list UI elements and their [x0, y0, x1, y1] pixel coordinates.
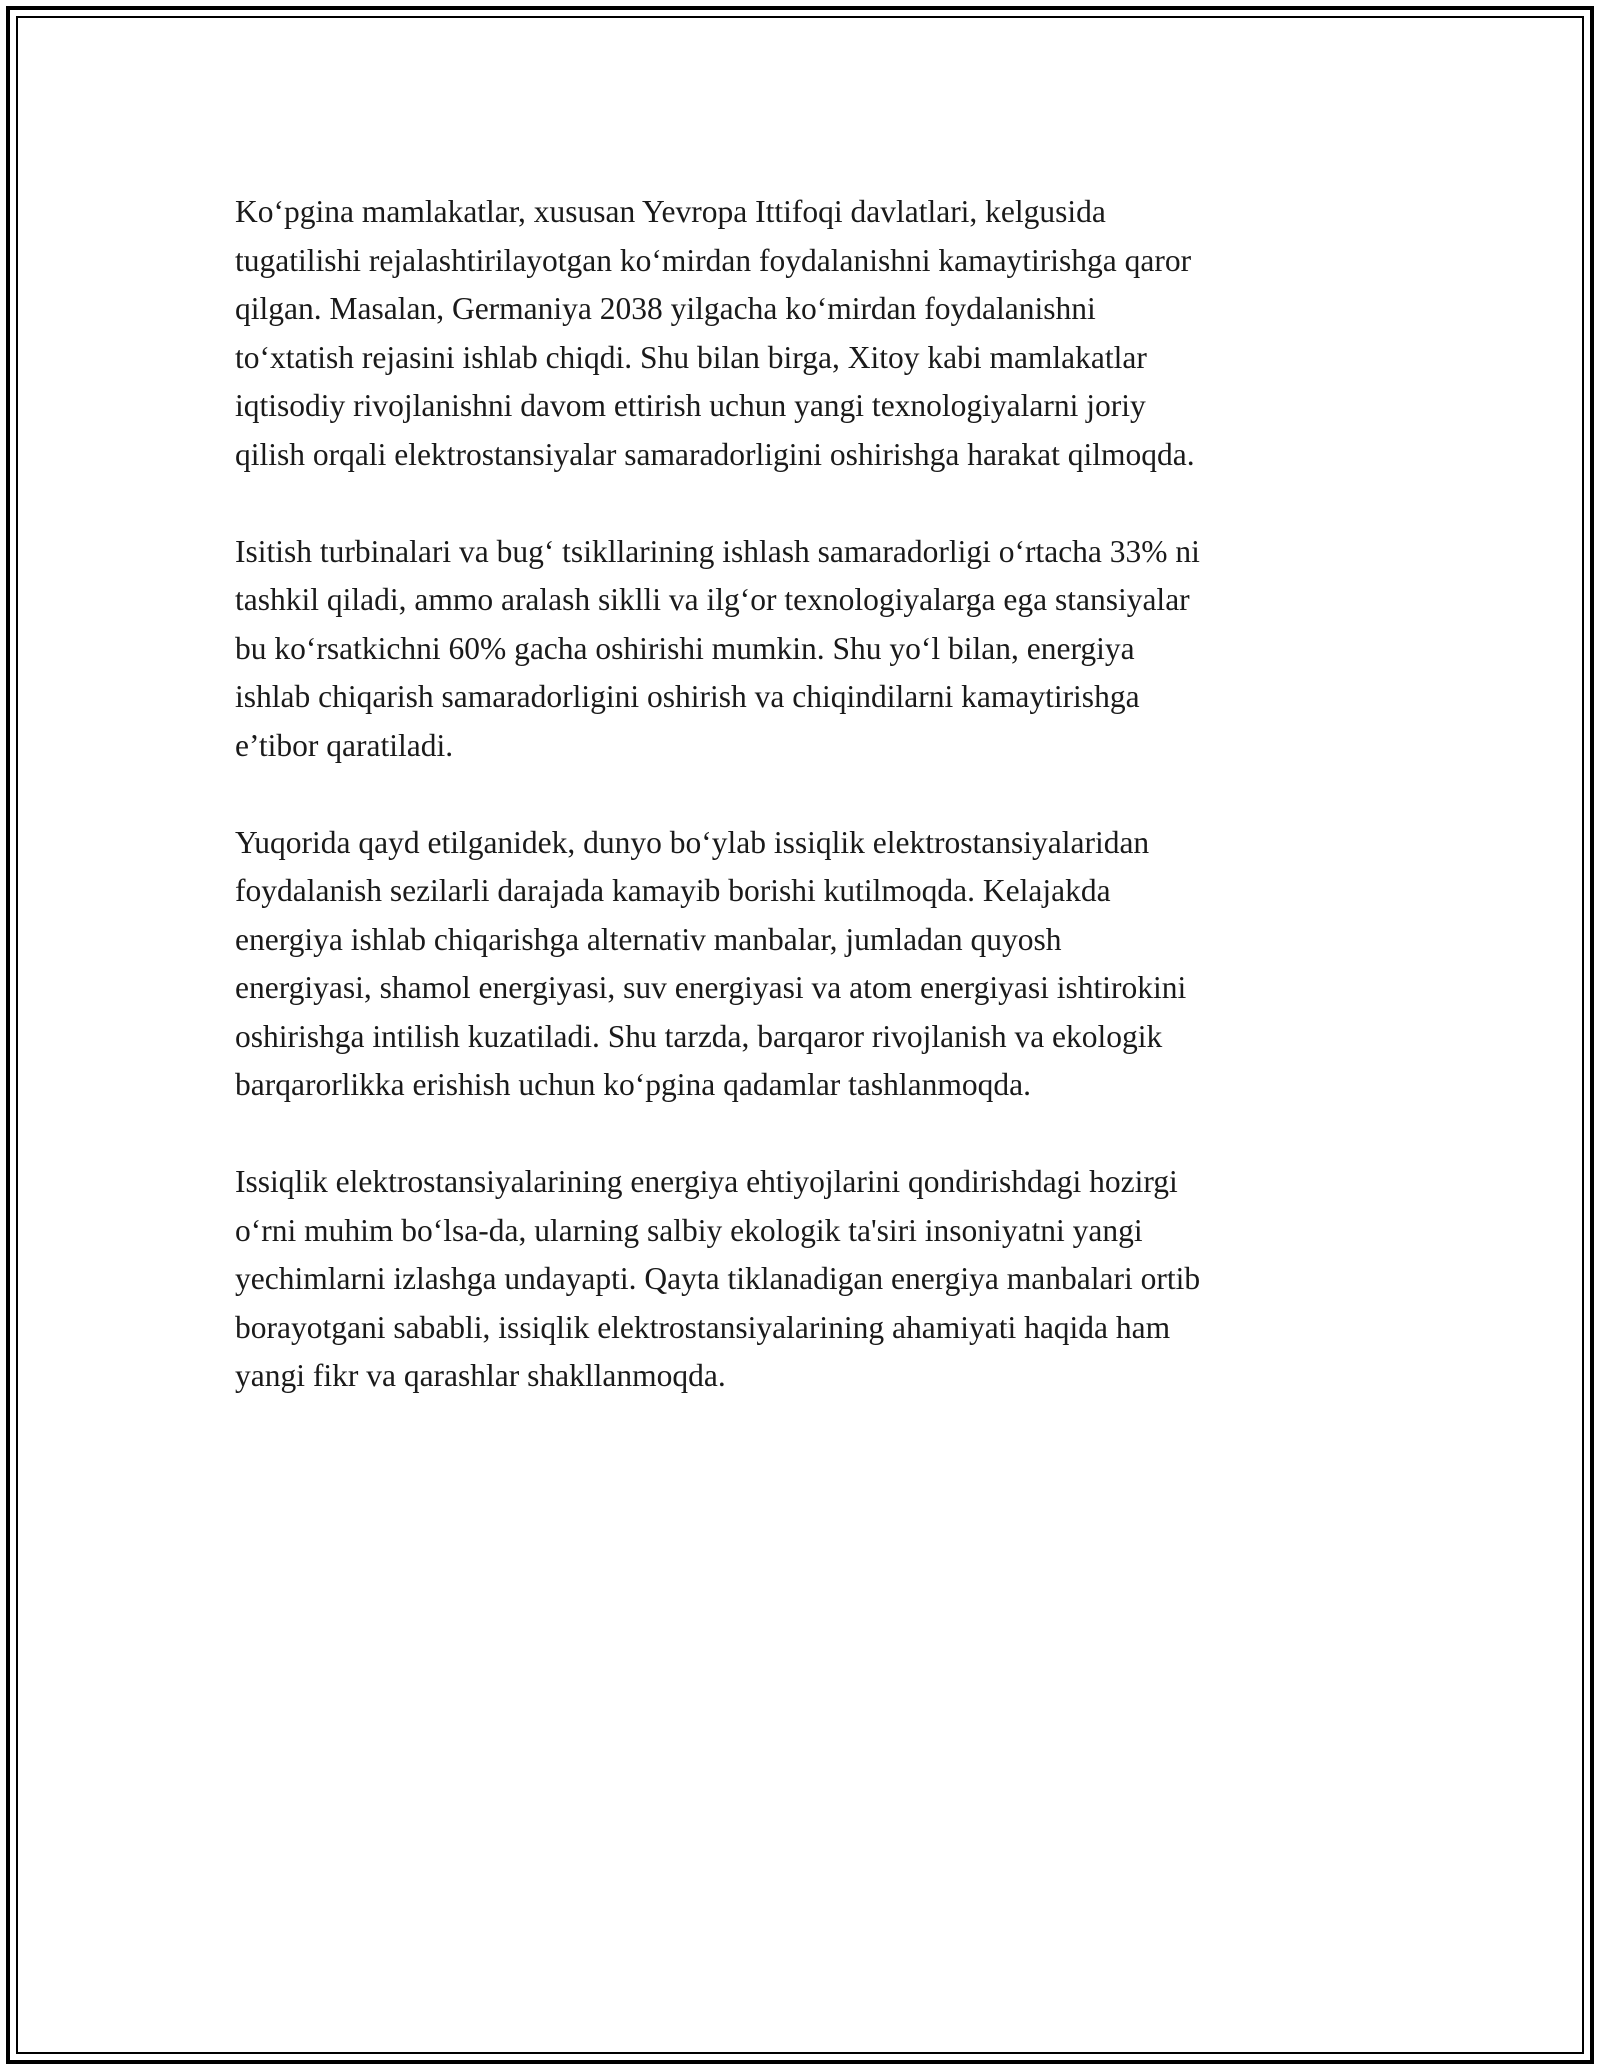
paragraph-3: Yuqorida qayd etilganidek, dunyo bo‘ylab issiqlik elektrostansiyalaridan foydalanish sezilarli darajada kamayib borishi kutilmoqda. Kelajakda energiya ishlab chiqarishga alternativ manbalar, jumladan quyosh energiyasi, shamol energiyasi, suv energiyasi va atom energiyasi ishtirokini oshirishga intilish kuzatiladi. Shu tarzda, barqaror rivojlanish va ekologik barqarorlikka erishish uchun ko‘pgina qadamlar tashlanmoqda. [235, 824, 1187, 1102]
paragraph-2: Isitish turbinalari va bug‘ tsikllarining ishlash samaradorligi o‘rtacha 33% ni tashkil qiladi, ammo aralash siklli va ilg‘or texnologiyalarga ega stansiyalar bu ko‘rsatkichni 60% gacha oshirishi mumkin. Shu yo‘l bilan, energiya ishlab chiqarish samaradorligini oshirish va chiqindilarni kamaytirishga e’tibor qaratiladi. [235, 533, 1200, 763]
document-body [235, 188, 1375, 1449]
paragraph-1: Ko‘pgina mamlakatlar, xususan Yevropa Ittifoqi davlatlari, kelgusida tugatilishi rejalashtirilayotgan ko‘mirdan foydalanishni kamaytirishga qaror qilgan. Masalan, Germaniya 2038 yilgacha ko‘mirdan foydalanishni to‘xtatish rejasini ishlab chiqdi. Shu bilan birga, Xitoy kabi mamlakatlar iqtisodiy rivojlanishni davom ettirish uchun yangi texnologiyalarni joriy qilish orqali elektrostansiyalar samaradorligini oshirishga harakat qilmoqda. [235, 194, 1195, 472]
paragraph-4: Issiqlik elektrostansiyalarining energiya ehtiyojlarini qondirishdagi hozirgi o‘rni muhim bo‘lsa-da, ularning salbiy ekologik ta'siri insoniyatni yangi yechimlarni izlashga undayapti. Qayta tiklanadigan energiya manbalari ortib borayotgani sababli, issiqlik elektrostansiyalarining ahamiyati haqida ham yangi fikr va qarashlar shakllanmoqda. [235, 1164, 1201, 1393]
